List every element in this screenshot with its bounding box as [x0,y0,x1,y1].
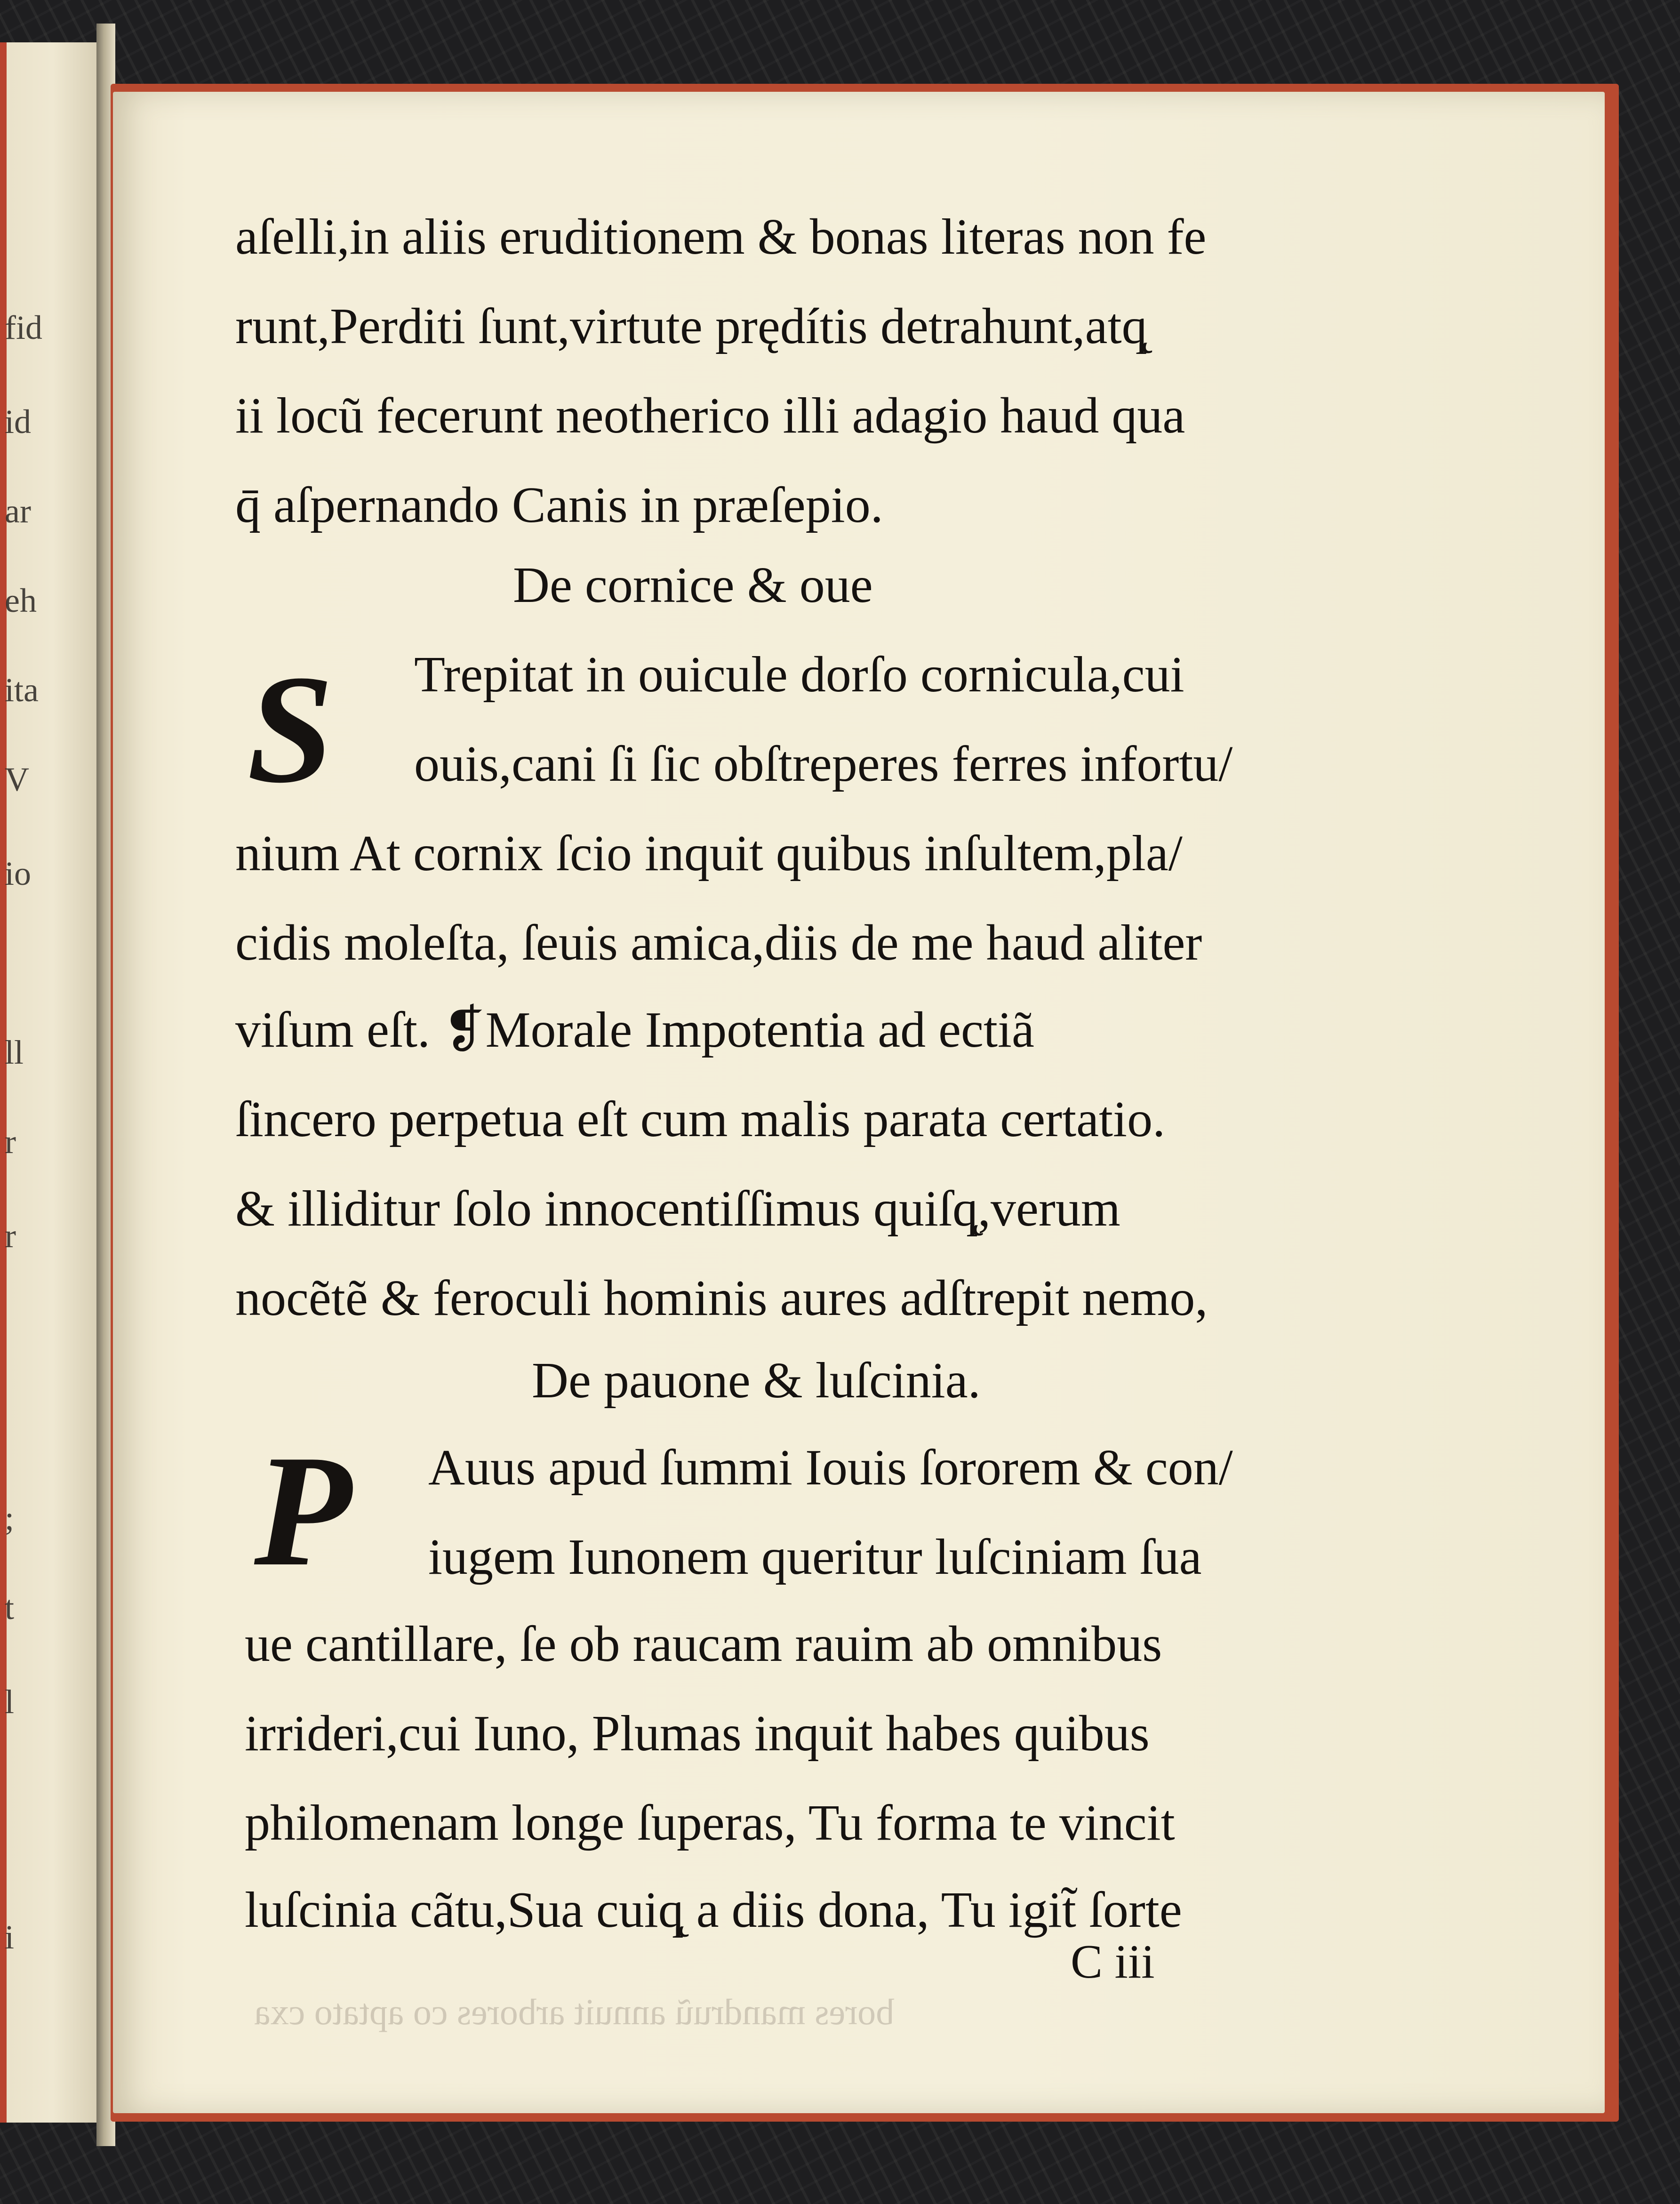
text-line: nocẽtẽ & feroculi hominis aures adſtrepit nemo, [235,1270,1208,1326]
text-line: cidis moleſta, ſeuis amica,diis de me haud aliter [235,915,1202,971]
left-page-fragment: id [5,403,32,441]
text-line: irrideri,cui Iuno, Plumas inquit habes quibus [245,1706,1150,1762]
left-page-fragment: r [5,1217,16,1255]
signature-mark: C iii [1071,1935,1155,1988]
left-page-fragment: ita [5,671,39,709]
left-page-red-edge [0,42,7,2123]
left-page-fragment: io [5,855,32,892]
text-line: Auus apud ſummi Iouis ſororem & con/ [428,1440,1233,1496]
left-facing-page [0,42,99,2123]
show-through-text: bores mandruũ annuit arbores co aptato cxa [254,1991,895,2032]
text-line: nium At cornix ſcio inquit quibus inſultem,pla/ [235,825,1183,882]
text-line: aſelli,in aliis eruditionem & bonas literas non fe [235,209,1207,265]
left-page-fragment: i [5,1918,15,1956]
fable-heading: De pauone & luſcinia. [532,1353,981,1409]
left-page-fragment: ar [5,492,31,530]
left-page-fragment: l [5,1683,15,1721]
text-line: & illiditur ſolo innocentiſſimus quiſq̨,verum [235,1181,1120,1237]
left-page-fragment: V [5,761,29,798]
left-page-fragment: r [5,1123,16,1161]
text-line: philomenam longe ſuperas, Tu forma te vincit [245,1795,1175,1851]
left-page-fragment: t [5,1589,15,1627]
text-line: iugem Iunonem queritur luſciniam ſua [428,1529,1202,1585]
left-page-fragment: eh [5,582,37,619]
fable-heading: De cornice & oue [513,557,873,613]
decorated-initial-s: S [247,643,334,815]
text-line: runt,Perditi ſunt,virtute prędítis detrahunt,atq̨ [235,298,1147,354]
text-line: ouis,cani ſi ſic obſtreperes ferres infortu/ [414,736,1233,792]
text-line: ii locũ fecerunt neotherico illi adagio haud qua [235,388,1185,444]
left-page-fragment: ll [5,1034,24,1071]
text-line: ue cantillare, ſe ob raucam rauim ab omnibus [245,1616,1162,1672]
left-page-fragment: ; [5,1499,15,1537]
text-line: viſum eſt. ❡Morale Impotentia ad ectiã [235,1002,1034,1058]
text-line: Trepitat in ouicule dorſo cornicula,cui [414,647,1184,703]
text-line: ſincero perpetua eſt cum malis parata certatio. [235,1091,1166,1147]
left-page-fragment: fid [5,309,42,346]
text-line: luſcinia cãtu,Sua cuiq̨ a diis dona, Tu igit̃ ſorte [245,1882,1182,1938]
decorated-initial-p: P [254,1422,352,1599]
text-line: q̄ aſpernando Canis in præſepio. [235,477,883,533]
